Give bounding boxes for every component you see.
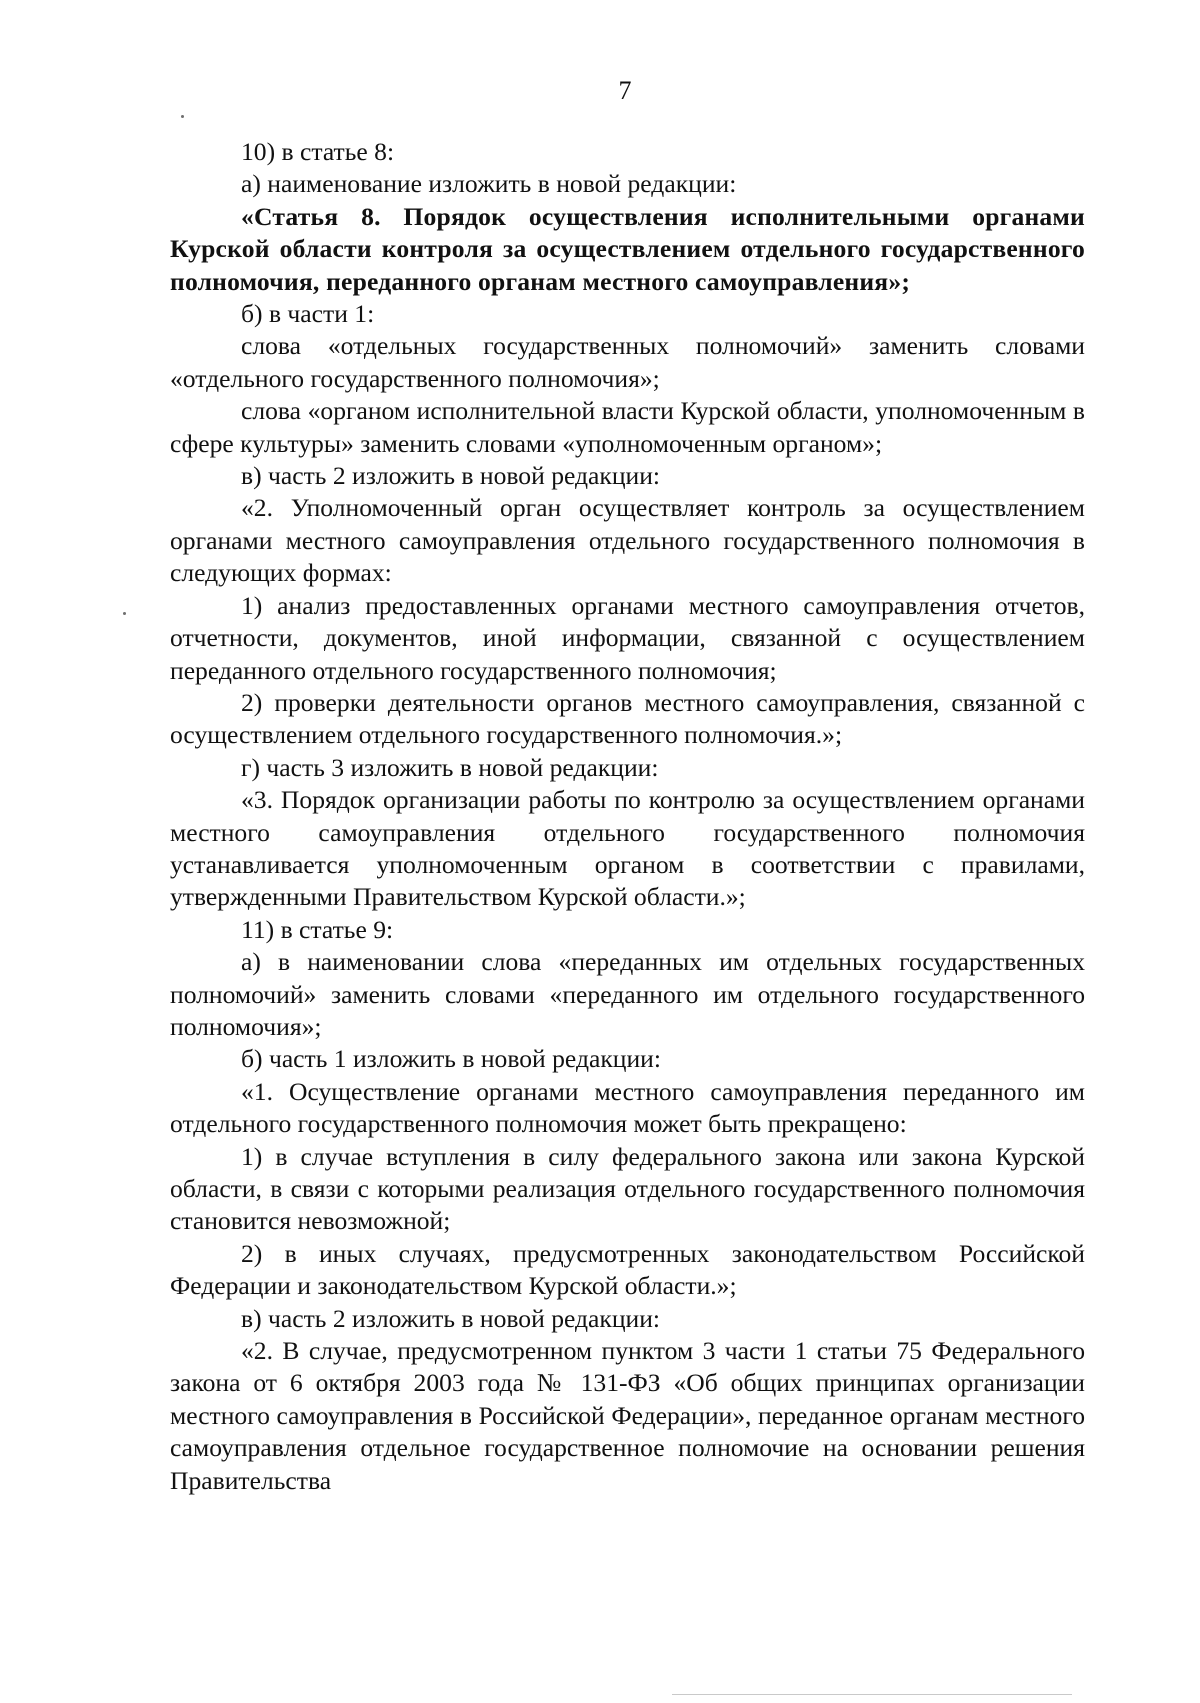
scan-speck xyxy=(181,115,184,118)
scan-edge-line xyxy=(672,1694,1072,1695)
paragraph-item-10g: г) часть 3 изложить в новой редакции: xyxy=(241,752,659,782)
paragraph-form-1: 1) анализ предоставленных органами местного самоуправления отчетов, отчетности, документов, иной информации, связанной с осуществлением переданного отдельного государственного полномочия; xyxy=(170,590,1085,685)
paragraph-replace-words-1: слова «отдельных государственных полномочий» заменить словами «отдельного государственного полномочия»; xyxy=(170,331,1085,393)
paragraph-part-1-new: «1. Осуществление органами местного самоуправления переданного им отдельного государственного полномочия может быть прекращено: xyxy=(170,1076,1085,1139)
paragraph-part-2-new: «2. В случае, предусмотренном пунктом 3 части 1 статьи 75 Федерального закона от 6 октября 2003 года № 131-ФЗ «Об общих принципах организации местного самоуправления в Российской Федерации», переданное органам местного самоуправления отдельное государственное полномочие на основании решения Правительства xyxy=(170,1336,1085,1495)
article-8-title: «Статья 8. Порядок осуществления исполнительными органами Курской области контроля за осуществлением отдельного государственного полномочия, переданного органам местного самоуправления»; xyxy=(170,201,1085,296)
paragraph-form-2: 2) проверки деятельности органов местного самоуправления, связанной с осуществлением отдельного государственного полномочия.»; xyxy=(170,687,1085,750)
paragraph-item-10: 10) в статье 8: xyxy=(241,137,395,166)
paragraph-case-2: 2) в иных случаях, предусмотренных законодательством Российской Федерации и законодательством Курской области.»; xyxy=(170,1238,1085,1301)
paragraph-part-3: «3. Порядок организации работы по контролю за осуществлением органами местного самоуправления отдельного государственного полномочия устанавливается уполномоченным органом в соответствии с правилами, утвержденными Правительством Курской области.»; xyxy=(170,785,1085,912)
paragraph-item-11b: б) часть 1 изложить в новой редакции: xyxy=(241,1044,661,1074)
page-number: 7 xyxy=(618,76,632,105)
paragraph-item-10a: а) наименование изложить в новой редакции: xyxy=(241,169,737,199)
paragraph-item-11: 11) в статье 9: xyxy=(241,914,394,944)
paragraph-item-10v: в) часть 2 изложить в новой редакции: xyxy=(241,461,661,491)
paragraph-item-11a: а) в наименовании слова «переданных им отдельных государственных полномочий» заменить словами «переданного им отдельного государственного полномочия»; xyxy=(170,947,1085,1041)
paragraph-part-2: «2. Уполномоченный орган осуществляет контроль за осуществлением органами местного самоуправления отдельного государственного полномочия в следующих формах: xyxy=(170,493,1085,588)
document-body xyxy=(170,136,1085,1497)
paragraph-case-1: 1) в случае вступления в силу федерального закона или закона Курской области, в связи с которыми реализация отдельного государственного полномочия становится невозможной; xyxy=(170,1141,1085,1236)
paragraph-item-10b: б) в части 1: xyxy=(241,299,375,329)
paragraph-item-11v: в) часть 2 изложить в новой редакции: xyxy=(241,1303,661,1333)
paragraph-replace-words-2: слова «органом исполнительной власти Курской области, уполномоченным в сфере культуры» заменить словами «уполномоченным органом»; xyxy=(170,396,1085,458)
scan-speck xyxy=(123,612,126,615)
